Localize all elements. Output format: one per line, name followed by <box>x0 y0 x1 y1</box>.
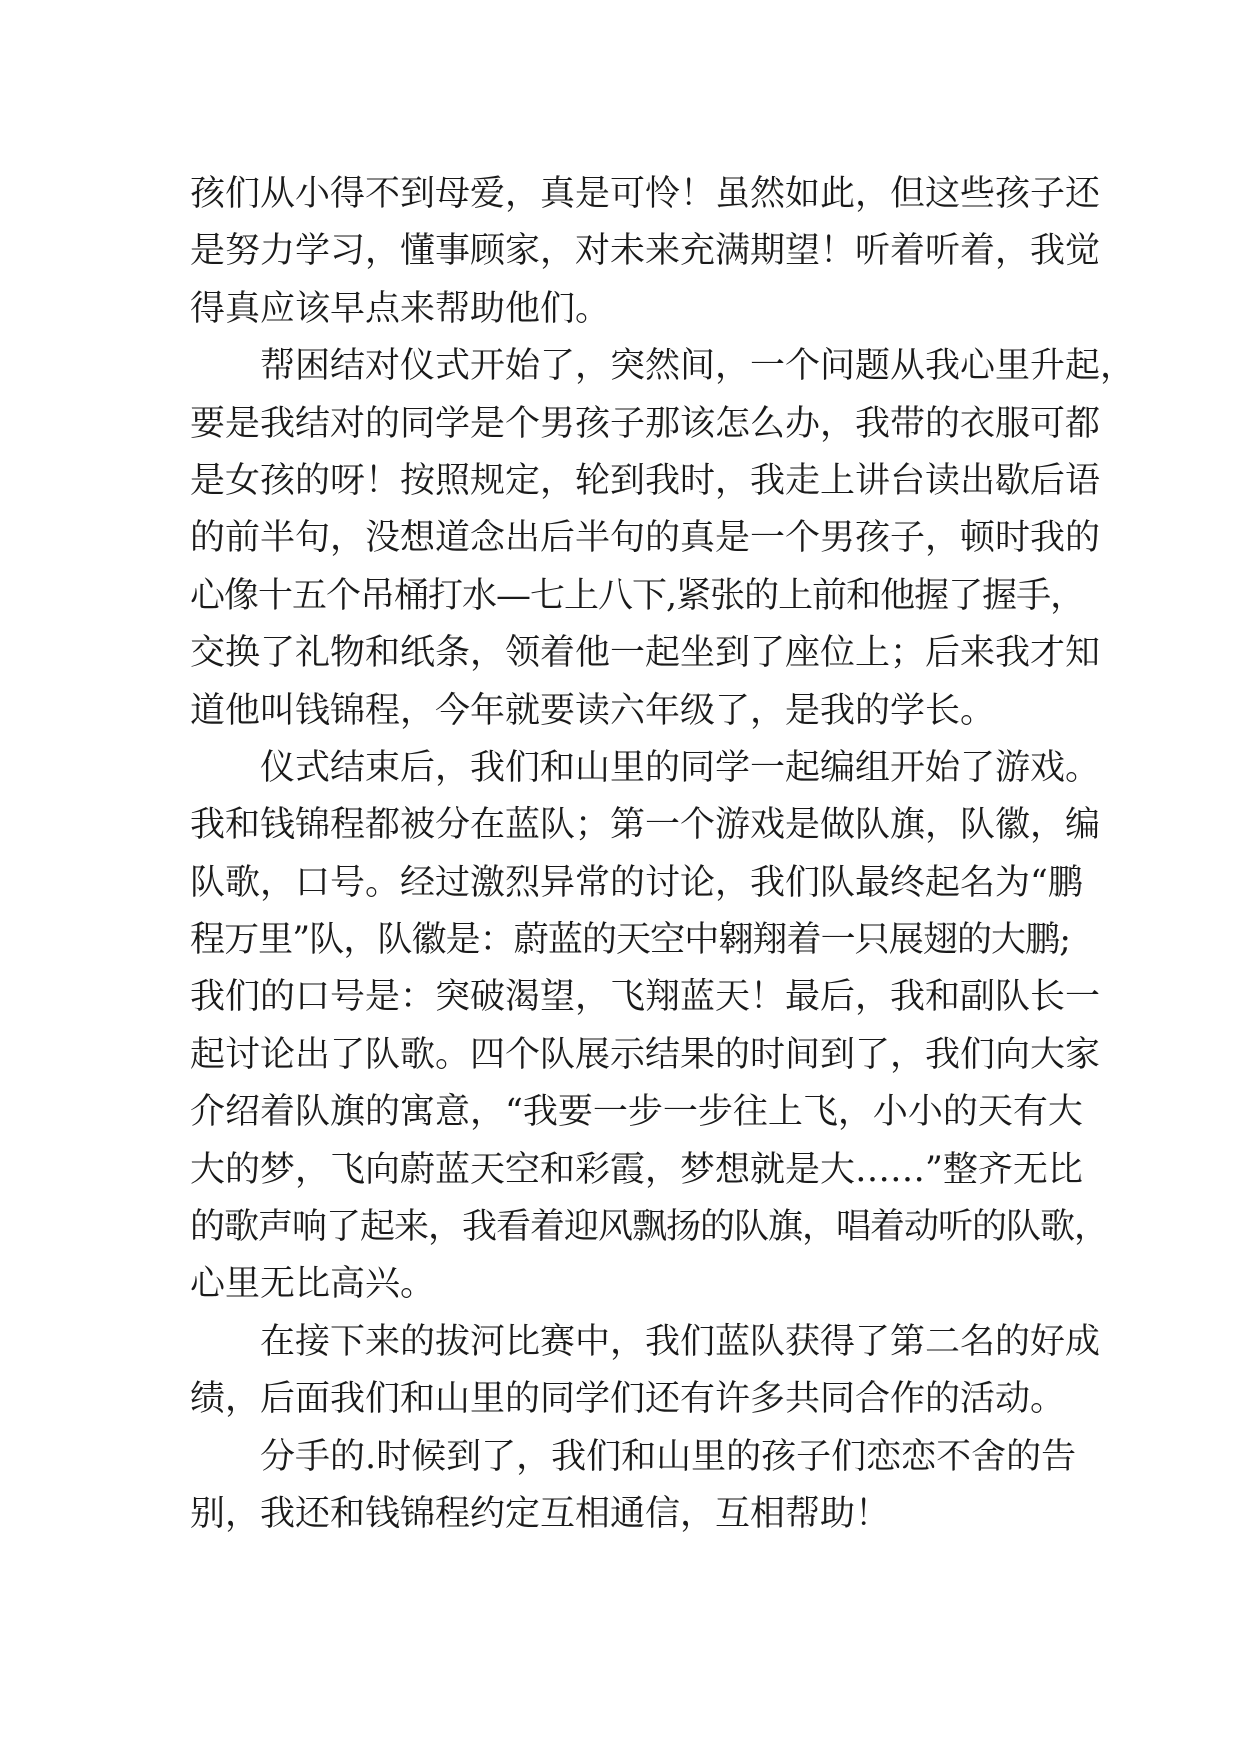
text-line: 仪式结束后，我们和山里的同学一起编组开始了游戏。 <box>260 747 1101 788</box>
text-line: 是努力学习，懂事顾家，对未来充满期望！听着听着，我觉 <box>190 231 1101 272</box>
text-line: 分手的.时候到了，我们和山里的孩子们恋恋不舍的告 <box>260 1436 1077 1477</box>
text-line: 起讨论出了队歌。四个队展示结果的时间到了，我们向大家 <box>190 1034 1101 1075</box>
text-line: 的前半句，没想道念出后半句的真是一个男孩子，顿时我的 <box>190 518 1101 559</box>
text-line: 在接下来的拔河比赛中，我们蓝队获得了第二名的好成 <box>260 1321 1101 1362</box>
text-line: 心像十五个吊桶打水—七上八下,紧张的上前和他握了握手， <box>190 575 1085 616</box>
text-line: 道他叫钱锦程，今年就要读六年级了，是我的学长。 <box>190 690 996 731</box>
body-text <box>190 166 1136 1543</box>
text-line: 我和钱锦程都被分在蓝队；第一个游戏是做队旗，队徽，编 <box>190 805 1101 846</box>
text-line: 程万里”队，队徽是：蔚蓝的天空中翱翔着一只展翅的大鹏; <box>190 920 1070 961</box>
text-line: 别，我还和钱锦程约定互相通信，互相帮助！ <box>190 1493 891 1534</box>
text-line: 大的梦，飞向蔚蓝天空和彩霞，梦想就是大……”整齐无比 <box>190 1149 1083 1190</box>
text-line: 心里无比高兴。 <box>190 1264 436 1305</box>
text-line: 我们的口号是：突破渴望，飞翔蓝天！最后，我和副队长一 <box>190 977 1101 1018</box>
text-line: 帮困结对仪式开始了，突然间，一个问题从我心里升起， <box>260 346 1136 387</box>
text-line: 孩们从小得不到母爱，真是可怜！虽然如此，但这些孩子还 <box>190 174 1101 214</box>
text-line: 介绍着队旗的寓意，“我要一步一步往上飞，小小的天有大 <box>190 1092 1083 1133</box>
text-line: 的歌声响了起来，我看着迎风飘扬的队旗，唱着动听的队歌， <box>190 1207 1109 1248</box>
text-line: 是女孩的呀！按照规定，轮到我时，我走上讲台读出歇后语 <box>190 460 1101 501</box>
text-line: 绩，后面我们和山里的同学们还有许多共同合作的活动。 <box>190 1379 1066 1420</box>
text-line: 队歌，口号。经过激烈异常的讨论，我们队最终起名为“鹏 <box>190 862 1083 903</box>
text-line: 要是我结对的同学是个男孩子那该怎么办，我带的衣服可都 <box>190 403 1101 444</box>
text-line: 得真应该早点来帮助他们。 <box>190 288 611 329</box>
text-line: 交换了礼物和纸条，领着他一起坐到了座位上；后来我才知 <box>190 633 1101 674</box>
